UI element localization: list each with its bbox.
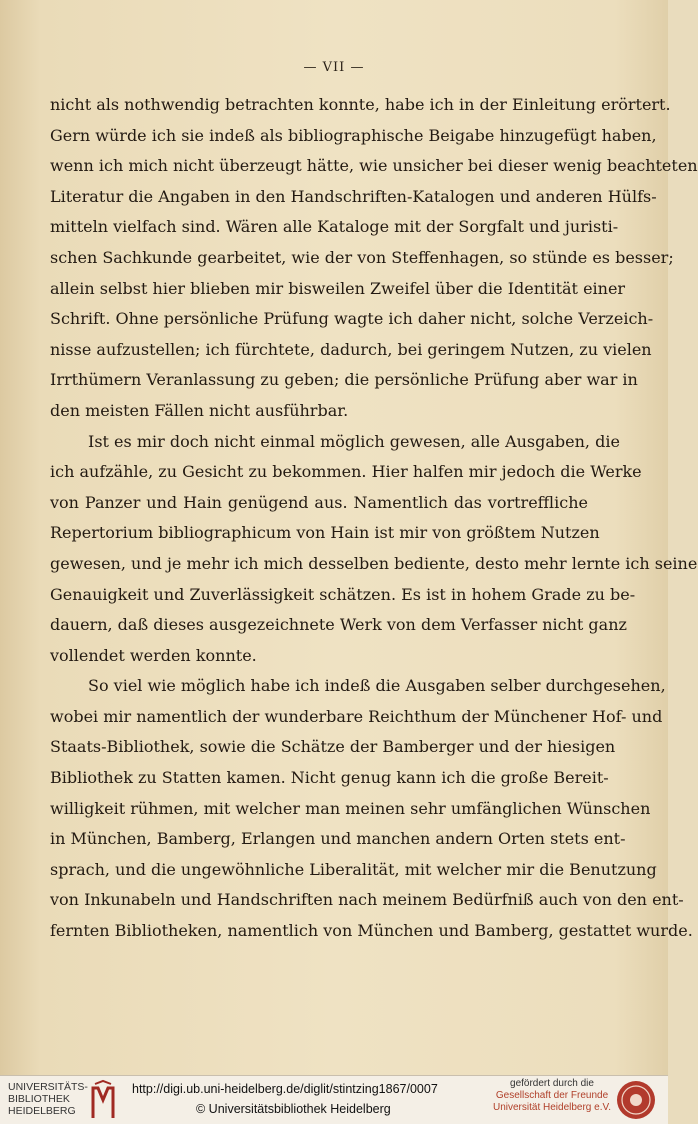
library-name-line: BIBLIOTHEK — [8, 1093, 70, 1105]
text-line: Literatur die Angaben in den Handschriften-Katalogen und anderen Hülfs- — [50, 186, 657, 206]
text-line: Ist es mir doch nicht einmal möglich gewesen, alle Ausgaben, die — [88, 431, 620, 451]
library-name-line: HEIDELBERG — [8, 1105, 76, 1117]
text-line: in München, Bamberg, Erlangen und manchen andern Orten stets ent- — [50, 829, 626, 849]
text-line: fernten Bibliotheken, namentlich von München und Bamberg, gestattet wurde. — [50, 921, 693, 941]
text-line: allein selbst hier blieben mir bisweilen Zweifel über die Identität einer — [50, 278, 626, 298]
text-line: nisse aufzustellen; ich fürchtete, dadurch, bei geringem Nutzen, zu vielen — [50, 339, 652, 359]
library-name — [8, 1081, 88, 1117]
body-text — [50, 90, 698, 947]
copyright-notice: © Universitätsbibliothek Heidelberg — [196, 1102, 391, 1116]
text-line: mitteln vielfach sind. Wären alle Kataloge mit der Sorgfalt und juristi- — [50, 217, 619, 237]
text-line: wobei mir namentlich der wunderbare Reichthum der Münchener Hof- und — [50, 706, 663, 726]
text-line: Schrift. Ohne persönliche Prüfung wagte ich daher nicht, solche Verzeich- — [50, 309, 654, 329]
text-line: So viel wie möglich habe ich indeß die Ausgaben selber durchgesehen, — [88, 676, 666, 696]
text-line: sprach, und die ungewöhnliche Liberalität, mit welcher mir die Benutzung — [50, 859, 657, 879]
text-line: den meisten Fällen nicht ausführbar. — [50, 400, 349, 420]
society-name: Gesellschaft der Freunde — [495, 1090, 609, 1101]
text-line: vollendet werden konnte. — [50, 645, 257, 665]
footer-bar — [0, 1075, 668, 1124]
text-line: dauern, daß dieses ausgezeichnete Werk von dem Verfasser nicht ganz — [50, 615, 627, 635]
text-line: schen Sachkunde gearbeitet, wie der von Steffenhagen, so stünde es besser; — [50, 247, 674, 267]
text-line: Gern würde ich sie indeß als bibliographische Beigabe hinzugefügt haben, — [50, 125, 657, 145]
text-line: gewesen, und je mehr ich mich desselben bediente, desto mehr lernte ich seine — [50, 553, 698, 573]
university-seal-icon — [614, 1079, 658, 1121]
funding-note — [492, 1078, 612, 1114]
society-name: Universität Heidelberg e.V. — [492, 1102, 612, 1113]
text-line: Staats-Bibliothek, sowie die Schätze der Bamberger und der hiesigen — [50, 737, 616, 757]
text-line: von Inkunabeln und Handschriften nach meinem Bedürfniß auch von den ent- — [50, 890, 684, 910]
text-line: wenn ich mich nicht überzeugt hätte, wie unsicher bei dieser wenig beachteten — [50, 156, 698, 176]
permalink-url[interactable]: http://digi.ub.uni-heidelberg.de/diglit/stintzing1867/0007 — [132, 1082, 438, 1096]
text-line: Bibliothek zu Statten kamen. Nicht genug kann ich die große Bereit- — [50, 768, 609, 788]
funded-by-label: gefördert durch die — [510, 1078, 594, 1089]
text-line: willigkeit rühmen, mit welcher man meinen sehr umfänglichen Wünschen — [50, 798, 651, 818]
text-line: Repertorium bibliographicum von Hain ist mir von größtem Nutzen — [50, 523, 600, 543]
text-line: von Panzer und Hain genügend aus. Namentlich das vortreffliche — [50, 492, 588, 512]
text-line: Irrthümern Veranlassung zu geben; die persönliche Prüfung aber war in — [50, 370, 638, 390]
page-number: — VII — — [303, 60, 365, 75]
text-line: ich aufzähle, zu Gesicht zu bekommen. Hier halfen mir jedoch die Werke — [50, 462, 642, 482]
text-line: Genauigkeit und Zuverlässigkeit schätzen. Es ist in hohem Grade zu be- — [50, 584, 636, 604]
text-line: nicht als nothwendig betrachten konnte, habe ich in der Einleitung erörtert. — [50, 95, 671, 114]
library-name-line: UNIVERSITÄTS- — [8, 1081, 88, 1093]
library-logo-icon — [90, 1080, 116, 1120]
